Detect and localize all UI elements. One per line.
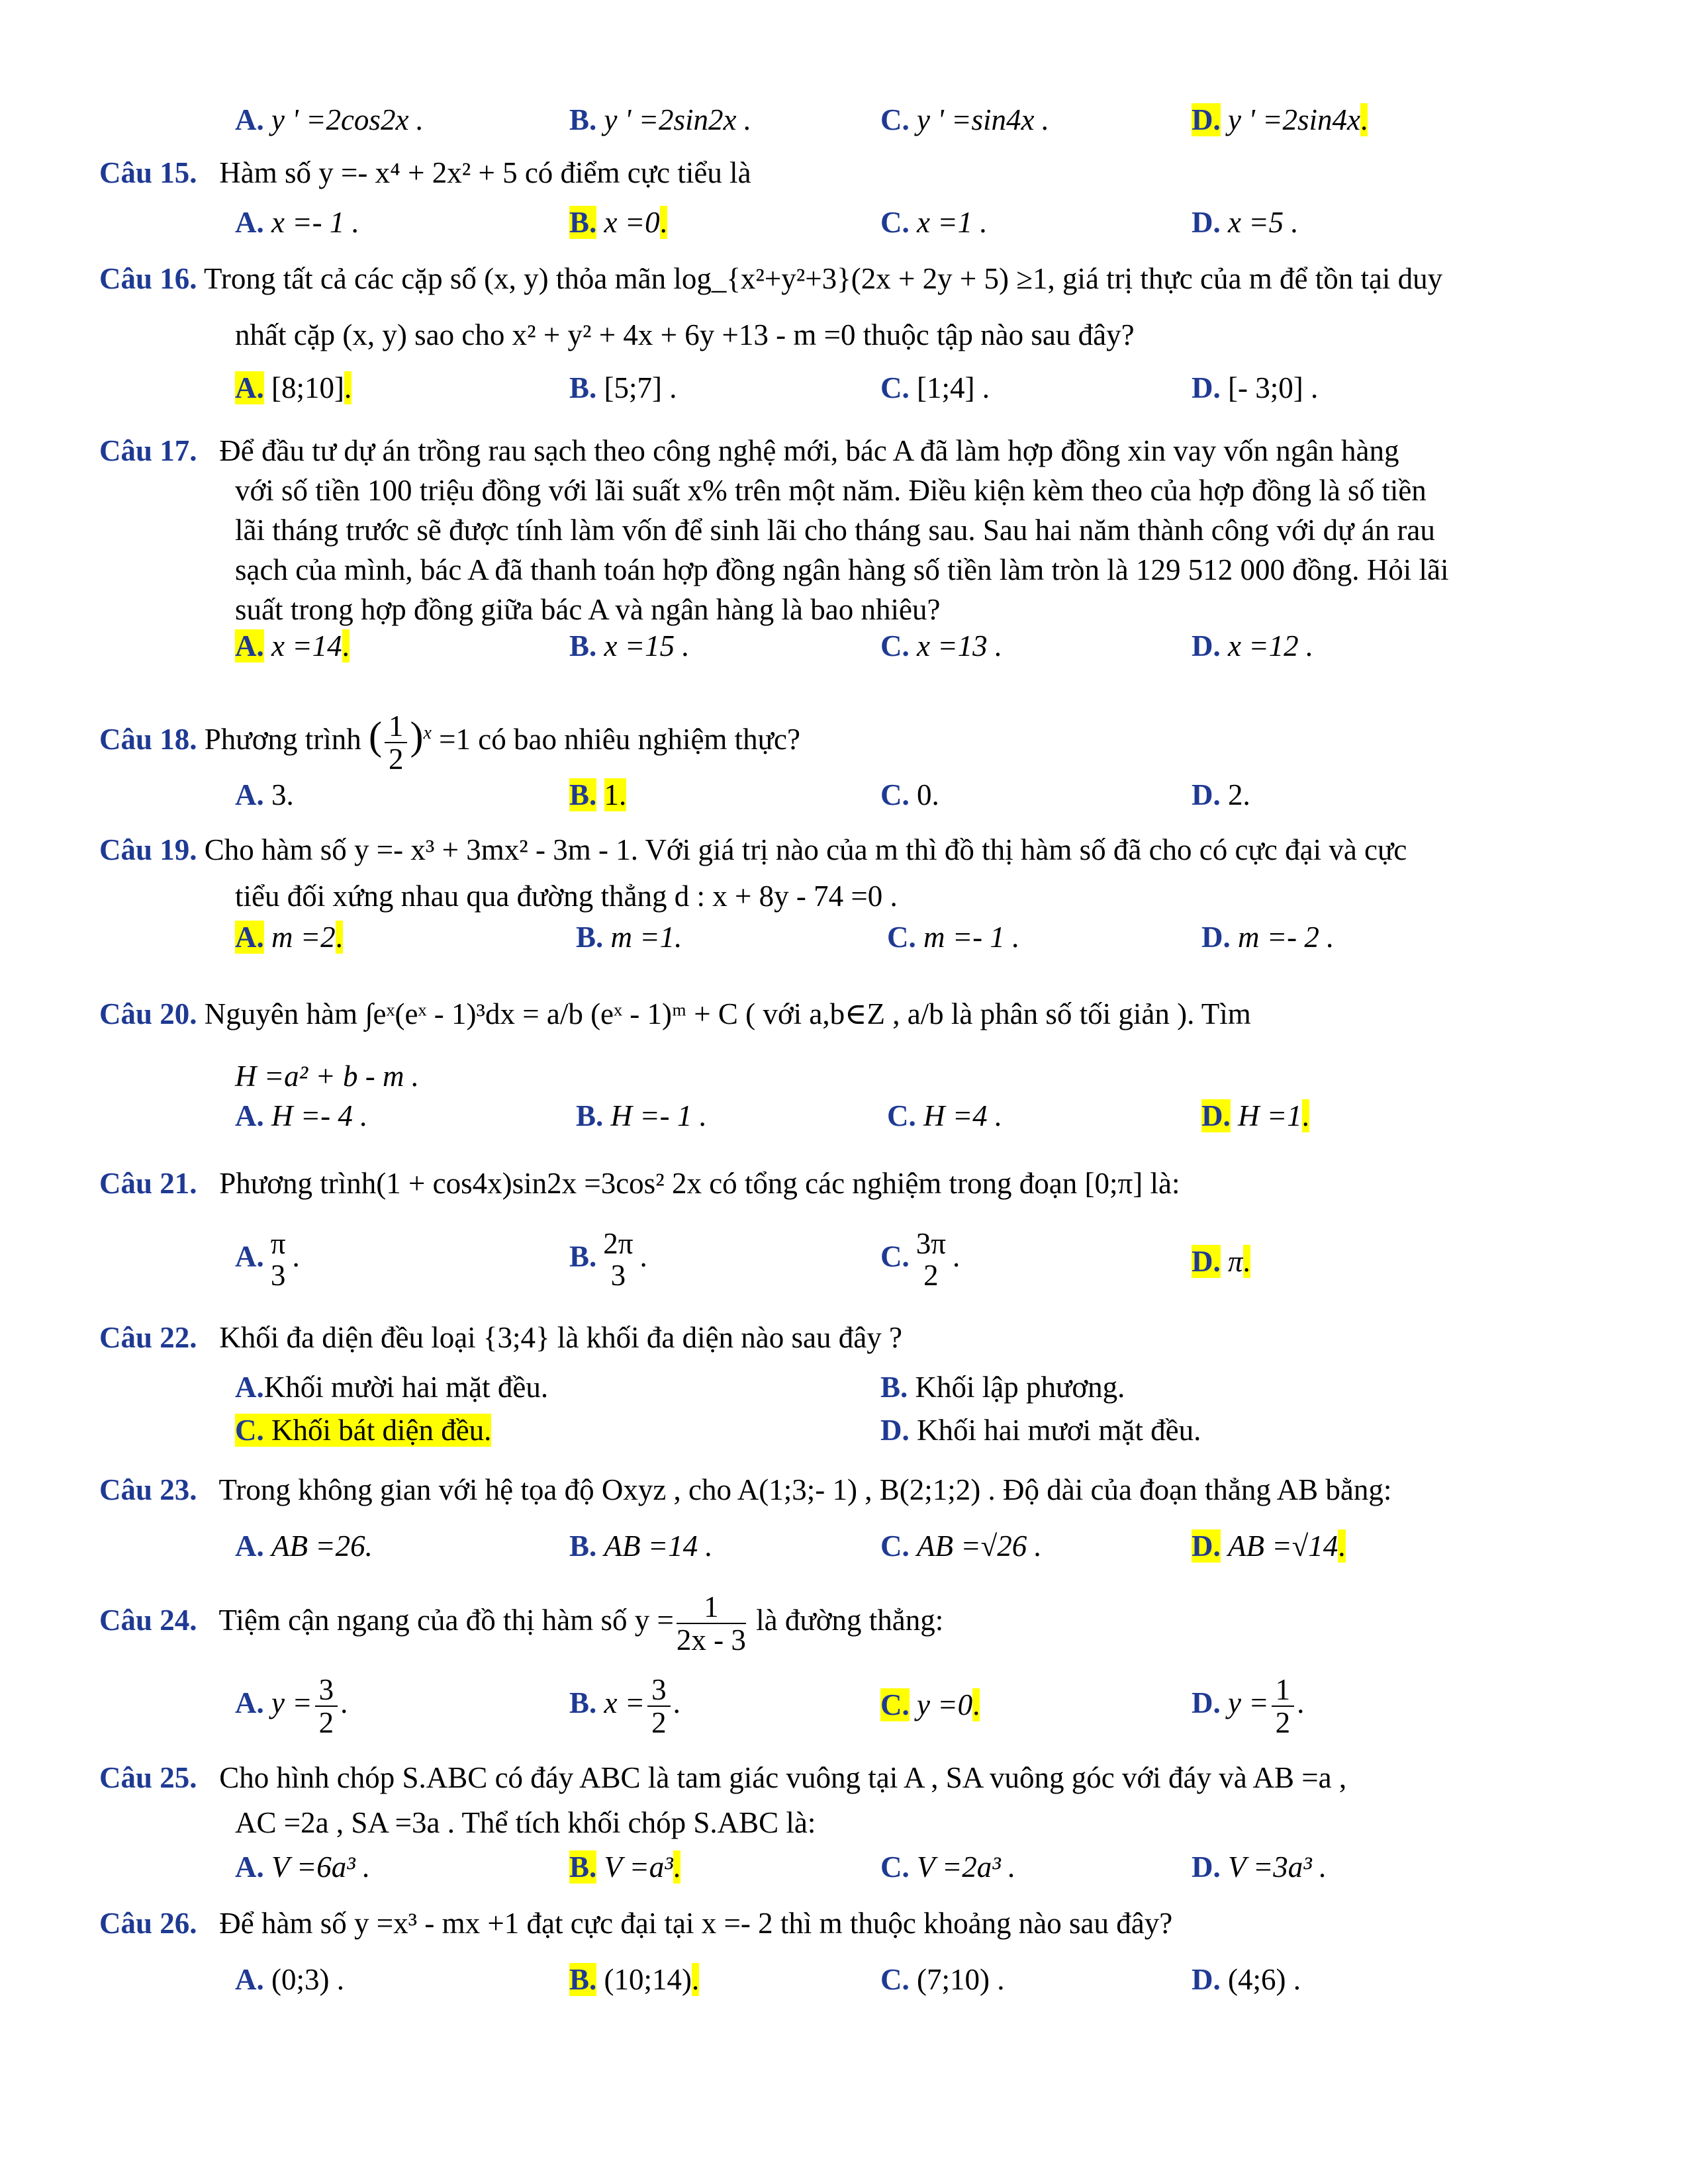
q26-option-a: A. (0;3) .	[235, 1963, 344, 1996]
q22-stem: Câu 22. Khối đa diện đều loại {3;4} là khối đa diện nào sau đây ?	[99, 1321, 902, 1354]
q17-option-a: A. x =14.	[235, 629, 350, 662]
q19-option-d: D. m =- 2 .	[1201, 921, 1335, 954]
q26-option-d: D. (4;6) .	[1192, 1963, 1301, 1996]
q24-option-c: C. y =0.	[880, 1688, 980, 1721]
q23-option-d: D. AB =√14.	[1192, 1529, 1346, 1563]
q14-option-c: C. y ' =sin4x .	[880, 103, 1049, 136]
q16-option-a: A. [8;10].	[235, 371, 352, 404]
q20-option-a: A. H =- 4 .	[235, 1099, 368, 1132]
q25-option-d: D. V =3a³ .	[1192, 1850, 1327, 1884]
q19-option-c: C. m =- 1 .	[887, 921, 1020, 954]
q21-option-d: D. π.	[1192, 1245, 1250, 1278]
q14-option-b: B. y ' =2sin2x .	[569, 103, 751, 136]
q26-stem: Câu 26. Để hàm số y =x³ - mx +1 đạt cực đại tại x =- 2 thì m thuộc khoảng nào sau đây?	[99, 1907, 1173, 1940]
q18-option-a: A. 3.	[235, 778, 294, 811]
q20-stem-line1: Câu 20. Nguyên hàm ∫eˣ(eˣ - 1)³dx = a/b (eˣ - 1)ᵐ + C ( với a,b∈Z , a/b là phân số tối giản ). Tìm	[99, 997, 1251, 1030]
q19-option-a: A. m =2.	[235, 921, 343, 954]
q25-option-a: A. V =6a³ .	[235, 1850, 371, 1884]
q26-option-c: C. (7;10) .	[880, 1963, 1005, 1996]
q17-stem-line3: lãi tháng trước sẽ được tính làm vốn để sinh lãi cho tháng sau. Sau hai năm thành công với dự án rau	[235, 514, 1435, 547]
q21-option-c: C. 3π 2 .	[880, 1227, 961, 1292]
q22-option-a: A.Khối mười hai mặt đều.	[235, 1371, 549, 1404]
q17-stem-line4: sạch của mình, bác A đã thanh toán hợp đồng ngân hàng số tiền làm tròn là 129 512 000 đồng. Hỏi lãi	[235, 553, 1449, 586]
q15-option-d: D. x =5 .	[1192, 206, 1299, 239]
q15-stem: Câu 15. Hàm số y =- x⁴ + 2x² + 5 có điểm cực tiểu là	[99, 156, 751, 189]
q20-option-c: C. H =4 .	[887, 1099, 1003, 1132]
q17-option-c: C. x =13 .	[880, 629, 1003, 662]
q18-option-c: C. 0.	[880, 778, 939, 811]
q15-option-a: A. x =- 1 .	[235, 206, 359, 239]
q18-fraction: $\frac{1}{2}$	[385, 710, 408, 775]
q21-stem: Câu 21. Phương trình(1 + cos4x)sin2x =3cos² 2x có tổng các nghiệm trong đoạn [0;π] là:	[99, 1167, 1180, 1200]
q18-option-b: B. 1.	[569, 778, 627, 811]
q17-stem-line1: Câu 17. Để đầu tư dự án trồng rau sạch theo công nghệ mới, bác A đã làm hợp đồng xin vay vốn ngân hàng	[99, 434, 1399, 467]
q23-option-c: C. AB =√26 .	[880, 1529, 1042, 1563]
q14-option-a: A. y ' =2cos2x .	[235, 103, 424, 136]
q18-option-d: D. 2.	[1192, 778, 1250, 811]
q21-option-a: A. π 3 .	[235, 1227, 300, 1292]
q20-stem-line2: H =a² + b - m .	[235, 1060, 419, 1093]
q24-option-a: A. y = $\frac{3}{2}$ .	[235, 1672, 348, 1739]
q19-option-b: B. m =1.	[576, 921, 682, 954]
q22-option-d: D. Khối hai mươi mặt đều.	[880, 1414, 1201, 1447]
q22-option-c: C. Khối bát diện đều.	[235, 1414, 492, 1447]
q17-stem-line5: suất trong hợp đồng giữa bác A và ngân hàng là bao nhiêu?	[235, 593, 941, 626]
q14-option-d: D. y ' =2sin4x.	[1192, 103, 1368, 136]
q23-option-b: B. AB =14 .	[569, 1529, 713, 1563]
q20-option-d: D. H =1.	[1201, 1099, 1309, 1132]
q23-stem: Câu 23. Trong không gian với hệ tọa độ Oxyz , cho A(1;3;- 1) , B(2;1;2) . Độ dài của đoạn thẳng AB bằng:	[99, 1473, 1392, 1506]
q21-option-b: B. 2π 3 .	[569, 1227, 647, 1292]
q17-option-b: B. x =15 .	[569, 629, 690, 662]
q16-option-c: C. [1;4] .	[880, 371, 990, 404]
q24-fraction: $\frac{1}{2x - 3}$	[676, 1590, 746, 1657]
q25-stem-line2: AC =2a , SA =3a . Thể tích khối chóp S.ABC là:	[235, 1806, 816, 1839]
q26-option-b: B. (10;14).	[569, 1963, 700, 1996]
q15-option-b: B. x =0.	[569, 206, 667, 239]
q23-option-a: A. AB =26.	[235, 1529, 373, 1563]
q25-option-b: B. V =a³.	[569, 1850, 681, 1884]
q22-option-b: B. Khối lập phương.	[880, 1371, 1125, 1404]
q24-option-b: B. x = $\frac{3}{2}$ .	[569, 1672, 680, 1739]
q24-stem: Câu 24. Tiệm cận ngang của đồ thị hàm số y = $\frac{1}{2x - 3}$ là đường thẳng:	[99, 1590, 944, 1657]
q15-option-c: C. x =1 .	[880, 206, 988, 239]
q17-stem-line2: với số tiền 100 triệu đồng với lãi suất x% trên một năm. Điều kiện kèm theo của hợp đồng là số tiền	[235, 474, 1427, 507]
q16-stem-line1: Câu 16. Trong tất cả các cặp số (x, y) thỏa mãn log_{x²+y²+3}(2x + 2y + 5) ≥1, giá trị thực của m để tồn tại duy	[99, 262, 1443, 295]
q19-stem-line2: tiểu đối xứng nhau qua đường thẳng d : x + 8y - 74 =0 .	[235, 880, 898, 913]
q19-stem-line1: Câu 19. Cho hàm số y =- x³ + 3mx² - 3m - 1. Với giá trị nào của m thì đồ thị hàm số đã cho có cực đại và cực	[99, 833, 1407, 866]
q25-stem-line1: Câu 25. Cho hình chóp S.ABC có đáy ABC là tam giác vuông tại A , SA vuông góc với đáy và AB =a ,	[99, 1761, 1347, 1794]
q20-option-b: B. H =- 1 .	[576, 1099, 707, 1132]
q16-stem-line2: nhất cặp (x, y) sao cho x² + y² + 4x + 6y +13 - m =0 thuộc tập nào sau đây?	[235, 318, 1135, 351]
q25-option-c: C. V =2a³ .	[880, 1850, 1016, 1884]
q16-option-d: D. [- 3;0] .	[1192, 371, 1319, 404]
q16-option-b: B. [5;7] .	[569, 371, 677, 404]
q17-option-d: D. x =12 .	[1192, 629, 1314, 662]
q24-option-d: D. y = $\frac{1}{2}$ .	[1192, 1672, 1305, 1739]
q18-stem: Câu 18. Phương trình ( $\frac{1}{2}$ )$^x$ =1 có bao nhiêu nghiệm thực?	[99, 709, 801, 776]
